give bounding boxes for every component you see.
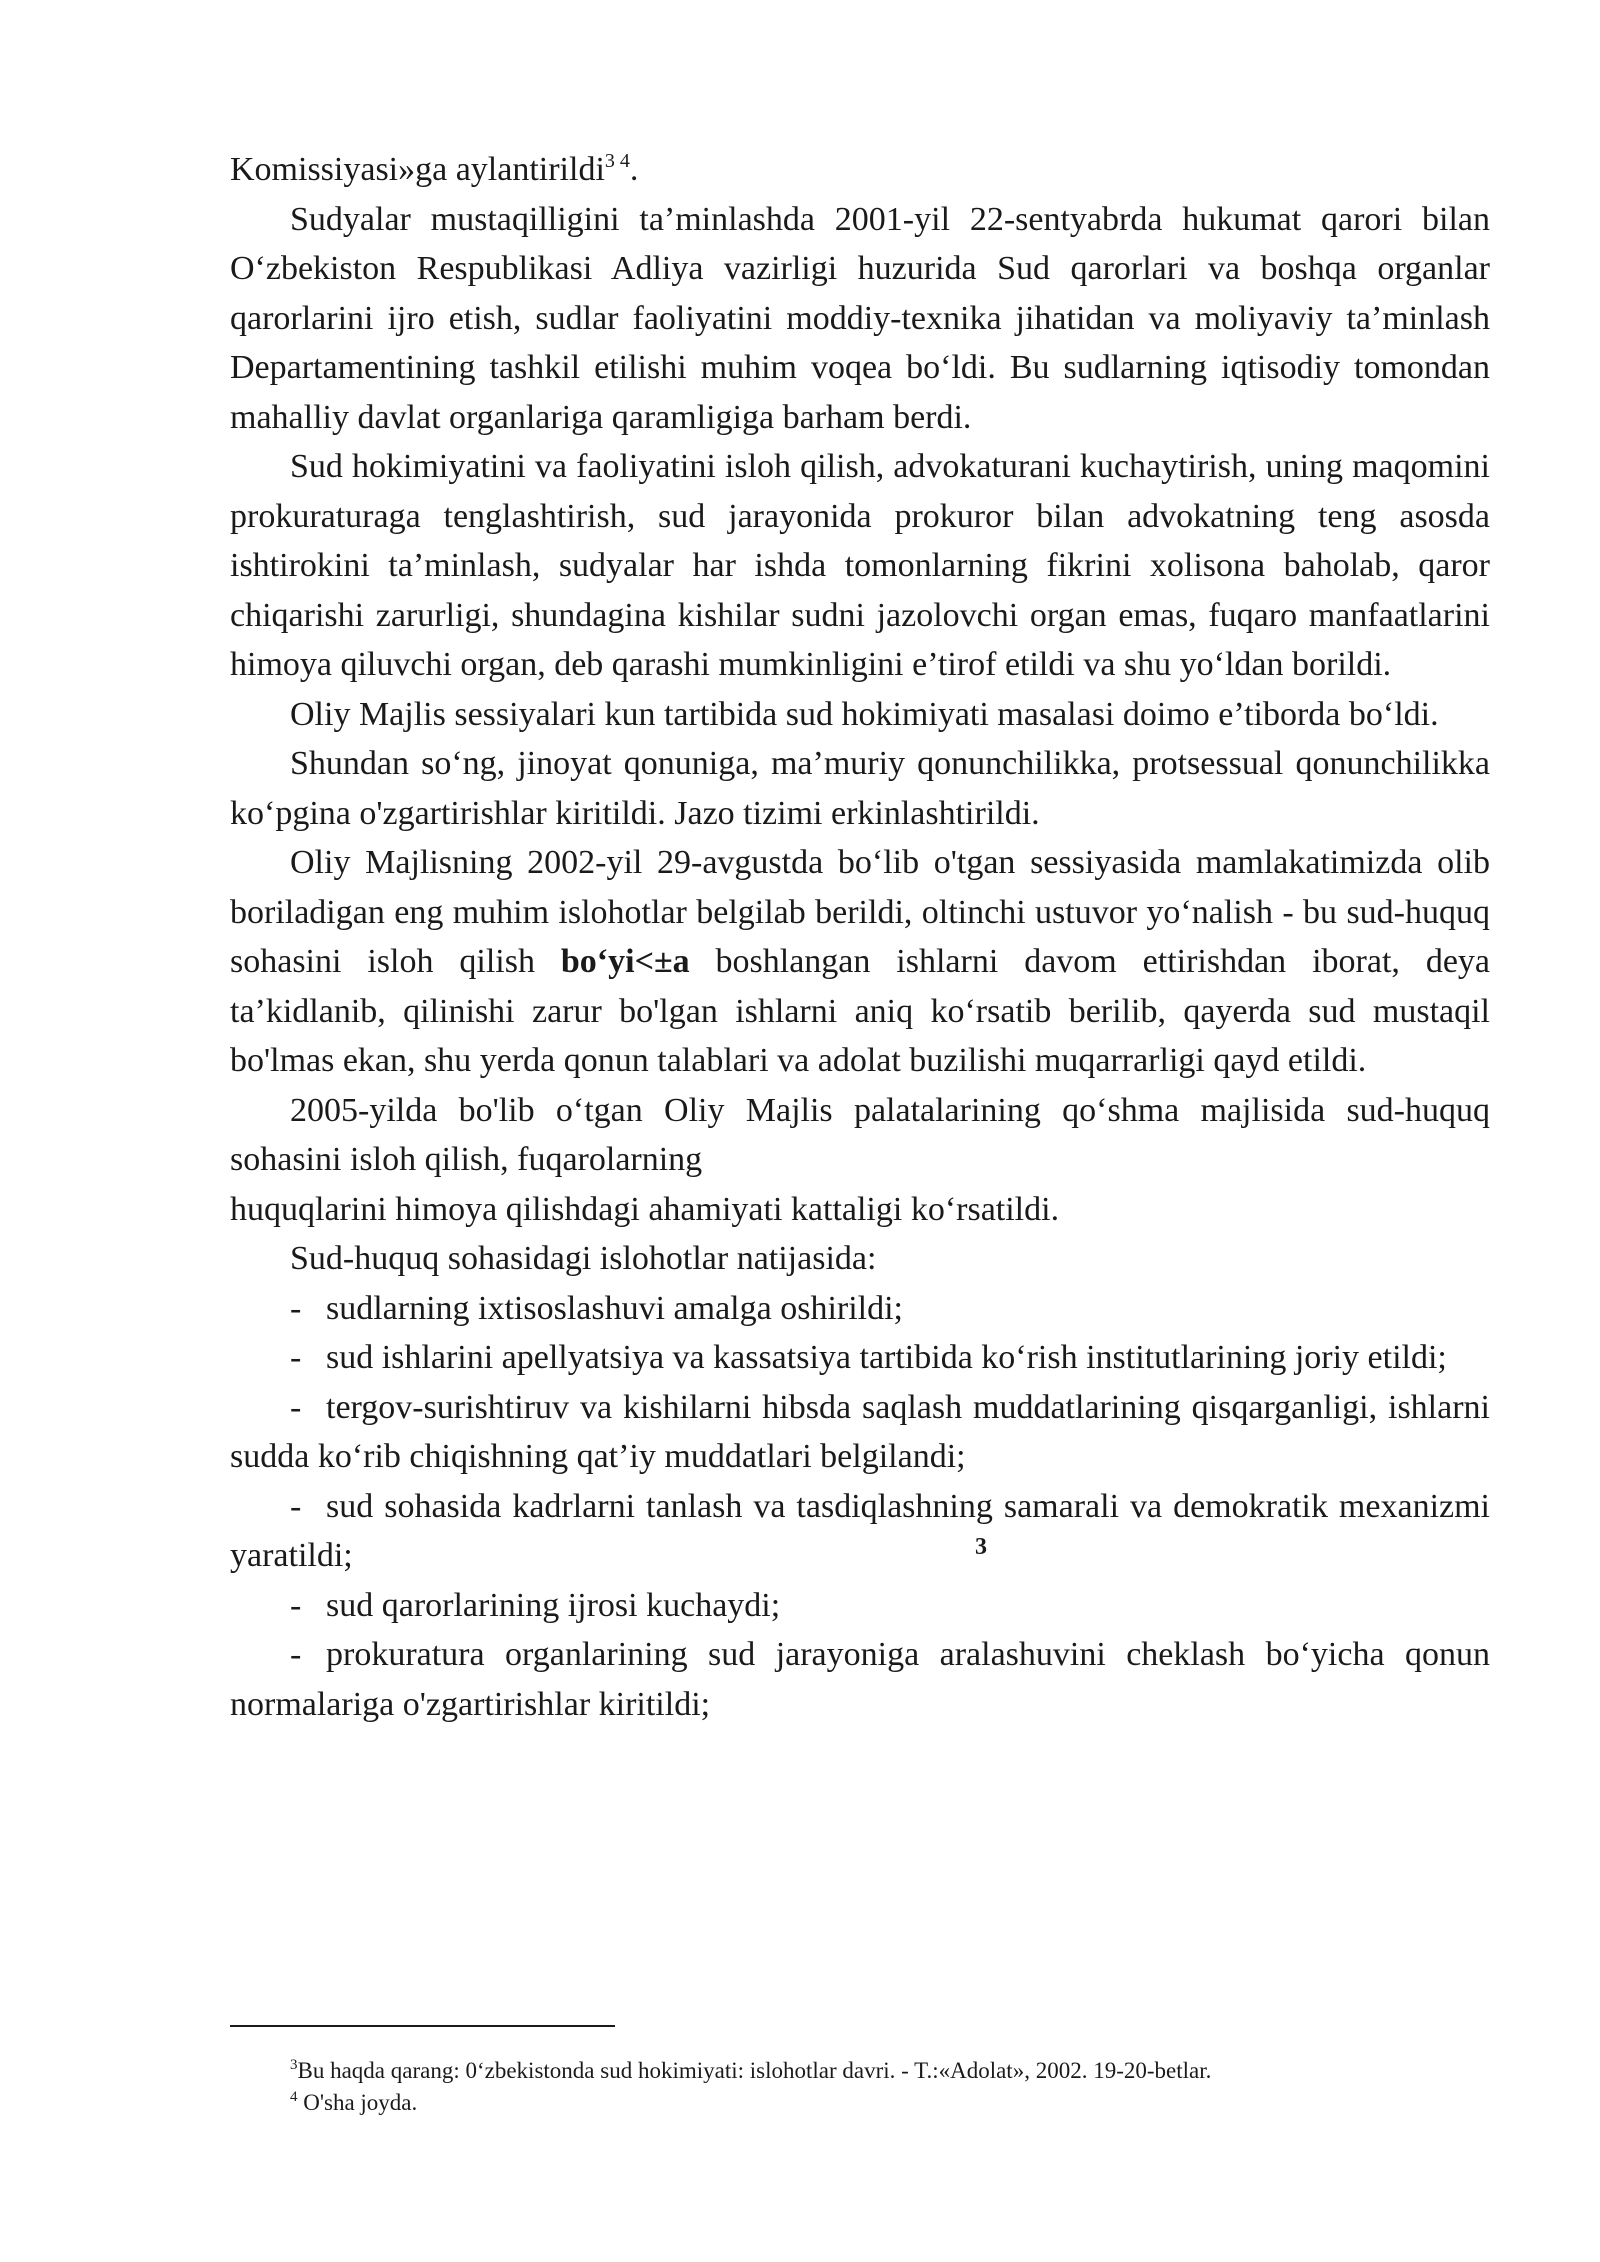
paragraph: [230, 145, 1490, 195]
list-dash: -: [290, 1289, 302, 1327]
list-item-text: sud sohasida kadrlarni tanlash va tasdiqlashning samarali va demokratik mexanizmi yaratildi;: [230, 1487, 1490, 1574]
list-item: [230, 1482, 1490, 1581]
list-item: [230, 1333, 1490, 1383]
paragraph: Sudyalar mustaqilligini ta’minlashda 2001-yil 22-sentyabrda hukumat qarori bilan O‘zbekiston Respublikasi Adliya vazirligi huzurida Sud qarorlari va boshqa organlar qarorlarini ijro etish, sudlar faoliyatini moddiy-texnika jihatidan va moliyaviy ta’minlash Departamentining tashkil etilishi muhim voqea bo‘ldi. Bu sudlarning iqtisodiy tomondan mahalliy davlat organlariga qaramligiga barham berdi.: [230, 200, 1490, 436]
paragraph: Sud-huquq sohasidagi islohotlar natijasida:: [290, 1240, 877, 1277]
list-dash: -: [290, 1636, 302, 1673]
list-item: [230, 1630, 1490, 1729]
footnotes: [290, 2055, 1490, 2119]
page-number: 3: [975, 1534, 987, 1560]
list-item-text: prokuratura organlarining sud jarayoniga aralashuvini cheklash bo‘yicha qonun normalariga o'zgartirishlar kiritildi;: [230, 1636, 1490, 1723]
list-item-text: sud ishlarini apellyatsiya va kassatsiya tartibida ko‘rish institutlarining joriy etildi;: [326, 1339, 1447, 1376]
paragraph: Oliy Majlis sessiyalari kun tartibida sud hokimiyati masalasi doimo e’tiborda bo‘ldi.: [290, 695, 1439, 733]
paragraph-text: Komissiyasi»ga aylantirildi: [230, 151, 605, 188]
footnote-mark: 3: [290, 2057, 298, 2073]
paragraph-text: Oliy Majlisning 2002-yil 29-avgustda bo‘lib o'tgan sessiyasida mamlakatimizda olib boriladigan eng muhim islohotlar belgilab berildi, oltinchi ustuvor yo‘nalish - bu sud-huquq sohasini isloh qilish: [230, 844, 1490, 980]
paragraph: Sud hokimiyatini va faoliyatini isloh qilish, advokaturani kuchaytirish, uning maqomini prokuraturaga tenglashtirish, sud jarayonida prokuror bilan advokatning teng asosda ishtirokini ta’minlash, sudyalar har ishda tomonlarning fikrini xolisona baholab, qaror chiqarishi zarurligi, shundagina kishilar sudni jazolovchi organ emas, fuqaro manfaatlarini himoya qiluvchi organ, deb qarashi mumkinligini e’tirof etildi va shu yo‘ldan borildi.: [230, 448, 1490, 683]
body-text: [230, 145, 1490, 1729]
bold-text: bo‘yi<±a: [560, 943, 690, 980]
footnote-mark: 4: [290, 2089, 298, 2105]
footnote-ref: 3 4: [604, 150, 630, 172]
list-item: [230, 1284, 1490, 1334]
list-item: [230, 1383, 1490, 1482]
list-item-text: tergov-surishtiruv va kishilarni hibsda saqlash muddatlarining qisqarganligi, ishlarni sudda ko‘rib chiqishning qat’iy muddatlari belgilandi;: [230, 1388, 1490, 1475]
list-dash: -: [290, 1586, 302, 1624]
paragraph: 2005-yilda bo'lib o‘tgan Oliy Majlis palatalarining qo‘shma majlisida sud-huquq sohasini isloh qilish, fuqarolarning: [230, 1091, 1490, 1178]
footnote-separator: [230, 2025, 615, 2027]
list-dash: -: [290, 1487, 302, 1525]
paragraph: [230, 838, 1490, 1086]
list-dash: -: [290, 1388, 302, 1426]
list-dash: -: [290, 1339, 302, 1376]
footnote: [290, 2087, 1490, 2119]
list-item: [230, 1581, 1490, 1631]
footnote: [290, 2055, 1490, 2087]
paragraph: huquqlarini himoya qilishdagi ahamiyati kattaligi ko‘rsatildi.: [230, 1190, 1060, 1228]
list-item-text: sudlarning ixtisoslashuvi amalga oshirildi;: [326, 1289, 904, 1327]
paragraph: Shundan so‘ng, jinoyat qonuniga, ma’muriy qonunchilikka, protsessual qonunchilikka ko‘pgina o'zgartirishlar kiritildi. Jazo tizimi erkinlashtirildi.: [230, 745, 1490, 832]
footnote-text: O'sha joyda.: [297, 2090, 418, 2115]
list-item-text: sud qarorlarining ijrosi kuchaydi;: [326, 1586, 781, 1624]
footnote-text: Bu haqda qarang: 0‘zbekistonda sud hokimiyati: islohotlar davri. - T.:«Adolat», 2002. 19-20-betlar.: [297, 2058, 1212, 2083]
paragraph-text: boshlangan ishlarni davom ettirishdan iborat, deya ta’kidlanib, qilinishi zarur bo'lgan ishlarni aniq ko‘rsatib berilib, qayerda sud mustaqil bo'lmas ekan, shu yerda qonun talablari va adolat buzilishi muqarrarligi qayd etildi.: [230, 943, 1490, 1079]
paragraph-text: .: [629, 151, 639, 188]
